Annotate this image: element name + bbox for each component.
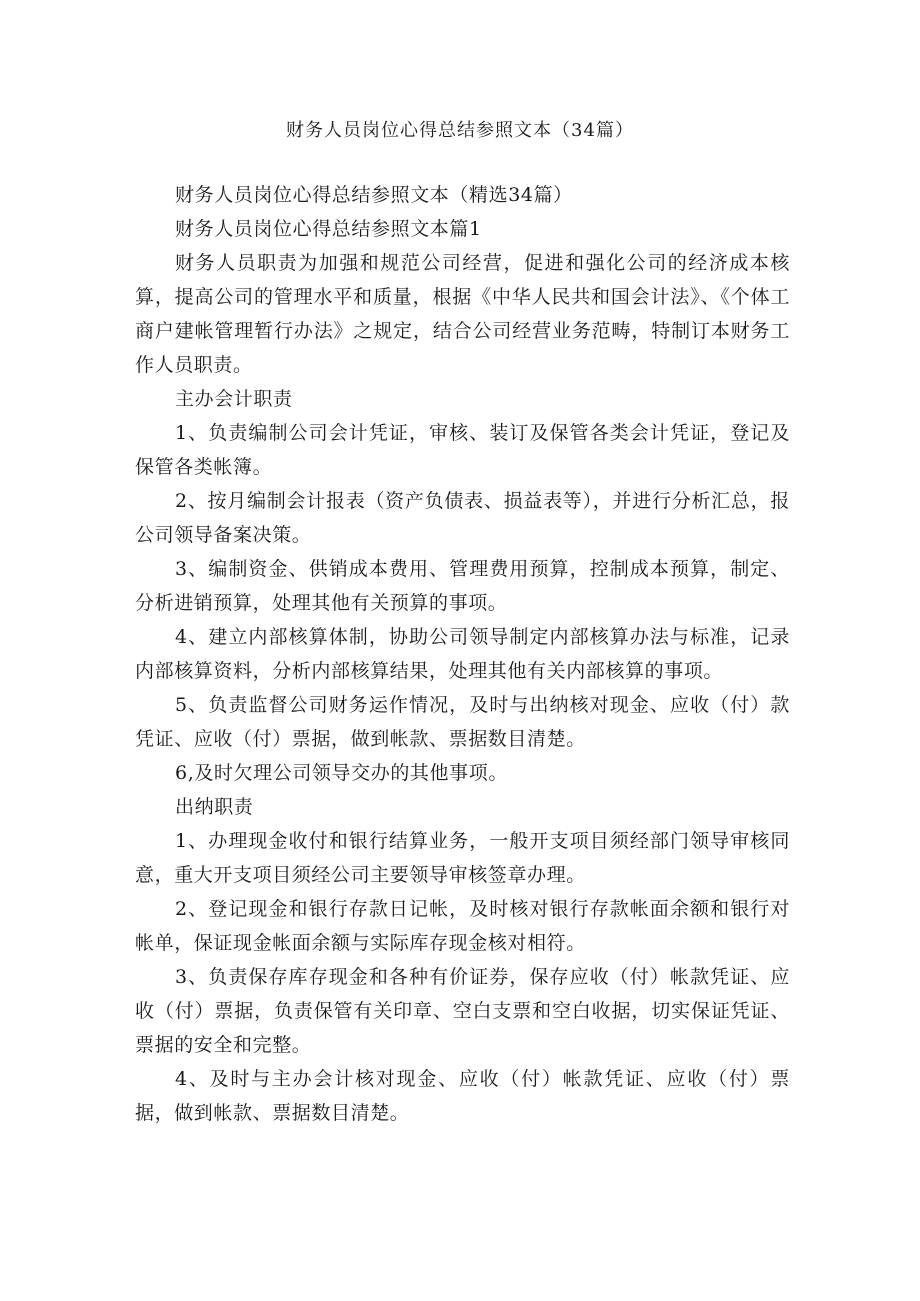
section-heading-chief-accountant: 主办会计职责 [175, 388, 293, 410]
duty-item: 3、编制资金、供销成本费用、管理费用预算，控制成本预算，制定、分析进销预算，处理其他有关预算的事项。 [135, 558, 790, 614]
section-heading-cashier: 出纳职责 [175, 796, 254, 818]
duty-item: 3、负责保存库存现金和各种有价证券，保存应收（付）帐款凭证、应收（付）票据，负责保管有关印章、空白支票和空白收据，切实保证凭证、票据的安全和完整。 [135, 966, 790, 1056]
duty-item: 1、办理现金收付和银行结算业务，一般开支项目须经部门领导审核同意，重大开支项目须经公司主要领导审核签章办理。 [135, 830, 790, 886]
section-heading: 财务人员岗位心得总结参照文本篇1 [175, 218, 482, 240]
duty-item: 4、及时与主办会计核对现金、应收（付）帐款凭证、应收（付）票据，做到帐款、票据数目清楚。 [135, 1068, 790, 1124]
duty-item: 1、负责编制公司会计凭证，审核、装订及保管各类会计凭证，登记及保管各类帐簿。 [135, 422, 790, 478]
duty-item: 4、建立内部核算体制，协助公司领导制定内部核算办法与标准，记录内部核算资料，分析内部核算结果，处理其他有关内部核算的事项。 [135, 626, 790, 682]
intro-paragraph: 财务人员职责为加强和规范公司经营，促进和强化公司的经济成本核算，提高公司的管理水平和质量，根据《中华人民共和国会计法》、《个体工商户建帐管理暂行办法》之规定，结合公司经营业务范畴，特制订本财务工作人员职责。 [135, 252, 790, 376]
duty-item: 2、登记现金和银行存款日记帐，及时核对银行存款帐面余额和银行对帐单，保证现金帐面余额与实际库存现金核对相符。 [135, 898, 790, 954]
duty-item: 5、负责监督公司财务运作情况，及时与出纳核对现金、应收（付）款凭证、应收（付）票据，做到帐款、票据数目清楚。 [135, 694, 790, 750]
duty-item: 2、按月编制会计报表（资产负债表、损益表等），并进行分析汇总，报公司领导备案决策。 [135, 490, 790, 546]
duty-item: 6,及时欠理公司领导交办的其他事项。 [175, 762, 508, 784]
subtitle-paragraph: 财务人员岗位心得总结参照文本（精选34篇） [175, 184, 573, 206]
document-title: 财务人员岗位心得总结参照文本（34篇） [286, 120, 634, 141]
document-body [135, 178, 790, 1130]
